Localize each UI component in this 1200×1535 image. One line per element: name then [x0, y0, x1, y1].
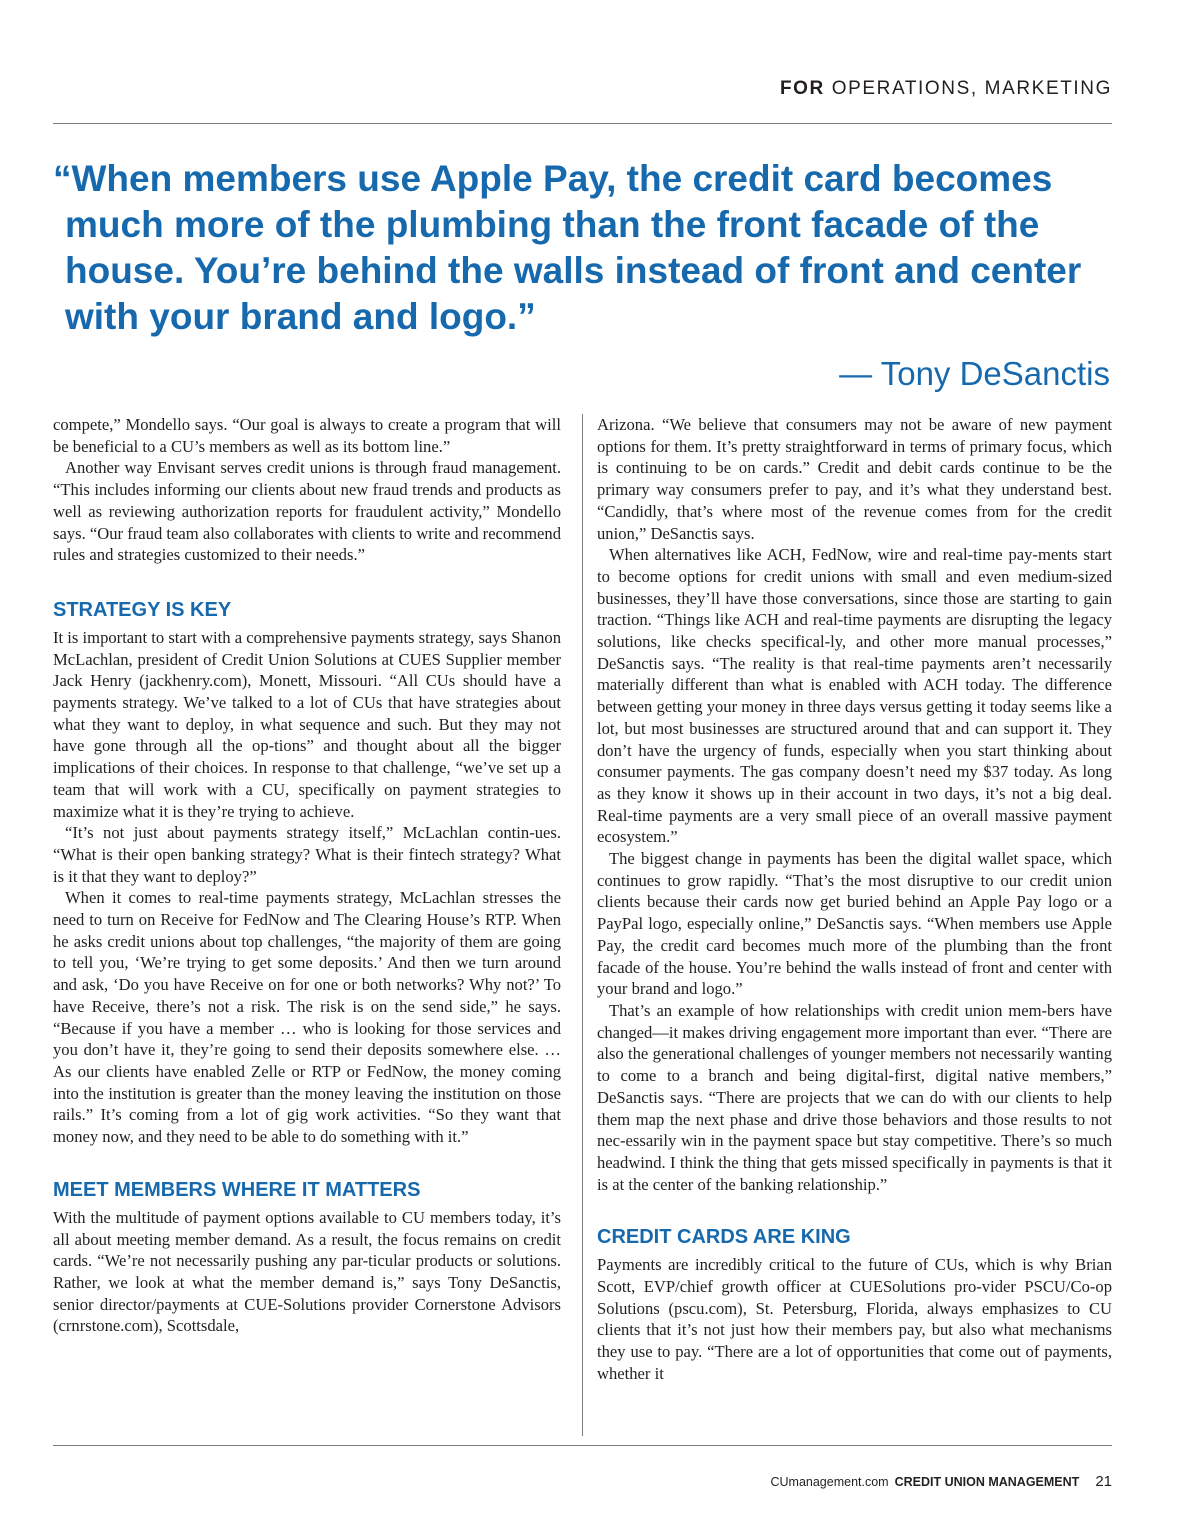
- paragraph: When alternatives like ACH, FedNow, wire and real-time pay-ments start to become options for credit unions with small and even medium-sized businesses, they’ll have those conversations, since those are starting to gain traction. “Things like ACH and real-time payments are disrupting the legacy solutions, like checks specifical-ly, and other more manual processes,” DeSanctis says. “The reality is that real-time payments aren’t necessarily materially different than what is enabled with ACH today. The difference between getting your money in three days versus getting it today seems like a lot, but most businesses are structured around that and can support it. They don’t have the urgency of funds, especially when you start thinking about consumer payments. The gas company doesn’t need my $37 today. As long as they know it shows up in their account in two days, it’s not a big deal. Real-time payments are a very small piece of an overall massive payment ecosystem.”: [597, 545, 1112, 847]
- paragraph: Arizona. “We believe that consumers may not be aware of new payment options for them. It’s pretty straightforward in terms of primary focus, which is continuing to be on cards.” Credit and debit cards continue to be the primary way consumers prefer to pay, and it’s what they understand best. “Candidly, that’s where most of the revenue comes from for the credit union,” DeSanctis says.: [597, 415, 1112, 543]
- section-heading: MEET MEMBERS WHERE IT MATTERS: [53, 1178, 421, 1201]
- pull-quote-text: “When members use Apple Pay, the credit card becomes much more of the plumbing than the front facade of the house. You’re behind the walls instead of front and center with your brand and logo.”: [53, 158, 1082, 337]
- column-divider: [582, 414, 583, 1436]
- footer-publication: CREDIT UNION MANAGEMENT: [894, 1475, 1080, 1489]
- paragraph: That’s an example of how relationships with credit union mem-bers have changed—it makes driving engagement more important than ever. “There are also the generational challenges of younger members not necessarily wanting to come to a branch and being digital-first, digital native members,” DeSanctis says. “There are projects that we can do with our clients to help them map the next phase and drive those behaviors and those results to not nec-essarily win in the payment space but stay competitive. There’s so much headwind. I think the thing that gets missed specifically in payments is that it is at the center of the banking relationship.”: [597, 1000, 1112, 1194]
- section-heading: STRATEGY IS KEY: [53, 598, 232, 621]
- header-rule: [53, 123, 1112, 124]
- paragraph: Another way Envisant serves credit unions is through fraud management. “This includes informing our clients about new fraud trends and products as well as reviewing authorization reports for fraudulent activity,” Mondello says. “Our fraud team also collaborates with clients to write and recommend rules and strategies customized to their needs.”: [53, 458, 561, 565]
- paragraph: Payments are incredibly critical to the future of CUs, which is why Brian Scott, EVP/chief growth officer at CUESolutions pro-vider PSCU/Co-op Solutions (pscu.com), St. Petersburg, Florida, always emphasizes to CU clients that it’s not just how their members pay, but also what mechanisms they use to pay. “There are a lot of opportunities that come out of payments, whether it: [597, 1255, 1112, 1383]
- section-header-bold: FOR: [779, 78, 825, 99]
- pull-quote-attribution: — Tony DeSanctis: [839, 355, 1110, 392]
- paragraph: compete,” Mondello says. “Our goal is always to create a program that will be beneficial to a CU’s members as well as its bottom line.”: [53, 415, 561, 456]
- paragraph: With the multitude of payment options available to CU members today, it’s all about meeting member demand. As a result, the focus remains on credit cards. “We’re not necessarily pushing any par-ticular products or solutions. Rather, we look at what the member demand is,” says Tony DeSanctis, senior director/payments at CUE-Solutions provider Cornerstone Advisors (crnrstone.com), Scottsdale,: [53, 1207, 561, 1336]
- right-column: [597, 414, 1112, 1385]
- footer: [770, 1473, 1112, 1490]
- left-column: [53, 414, 561, 1337]
- footer-site: CUmanagement.com: [770, 1475, 889, 1489]
- section-heading: CREDIT CARDS ARE KING: [597, 1226, 851, 1249]
- paragraph: It is important to start with a comprehensive payments strategy, says Shanon McLachlan, president of Credit Union Solutions at CUES Supplier member Jack Henry (jackhenry.com), Monett, Missouri. “All CUs should have a payments strategy. We’ve talked to a lot of CUs that have strategies about what they want to deploy, in what sequence and such. But they may not have gone through all the op-tions” and thought about all the bigger implications of their choices. In response to that challenge, “we’ve set up a team that will work with a CU, specifically on payment strategies to maximize what it is they’re trying to achieve.: [53, 627, 561, 821]
- footer-rule: [53, 1445, 1112, 1446]
- pull-quote: [53, 156, 1113, 340]
- section-header-rest: OPERATIONS, MARKETING: [824, 78, 1112, 99]
- section-header: [780, 78, 1112, 100]
- paragraph: When it comes to real-time payments strategy, McLachlan stresses the need to turn on Receive for FedNow and The Clearing House’s RTP. When he asks credit unions about top challenges, “the majority of them are going to tell you, ‘We’re trying to get some deposits.’ And then we turn around and ask, ‘Do you have Receive on for one or both networks? Why not?’ To have Receive, there’s not a risk. The risk is on the send side,” he says. “Because if you have a member … who is looking for those services and you don’t have it, they’re going to send their deposits somewhere else. … As our clients have enabled Zelle or RTP or FedNow, the money coming into the institution is greater than the money leaving the institution on those rails.” It’s coming from a lot of gig work activities. “So they want that money now, and they need to be able to do something with it.”: [53, 888, 561, 1147]
- paragraph: “It’s not just about payments strategy itself,” McLachlan contin-ues. “What is their open banking strategy? What is their fintech strategy? What is it that they want to deploy?”: [53, 823, 561, 886]
- paragraph: The biggest change in payments has been the digital wallet space, which continues to grow rapidly. “That’s the most disruptive to our credit union clients because their cards now get buried behind an Apple Pay logo or a PayPal logo, especially online,” DeSanctis says. “When members use Apple Pay, the credit card becomes much more of the plumbing than the front facade of the house. You’re behind the walls instead of front and center with your brand and logo.”: [597, 849, 1112, 999]
- page-number: 21: [1095, 1473, 1112, 1490]
